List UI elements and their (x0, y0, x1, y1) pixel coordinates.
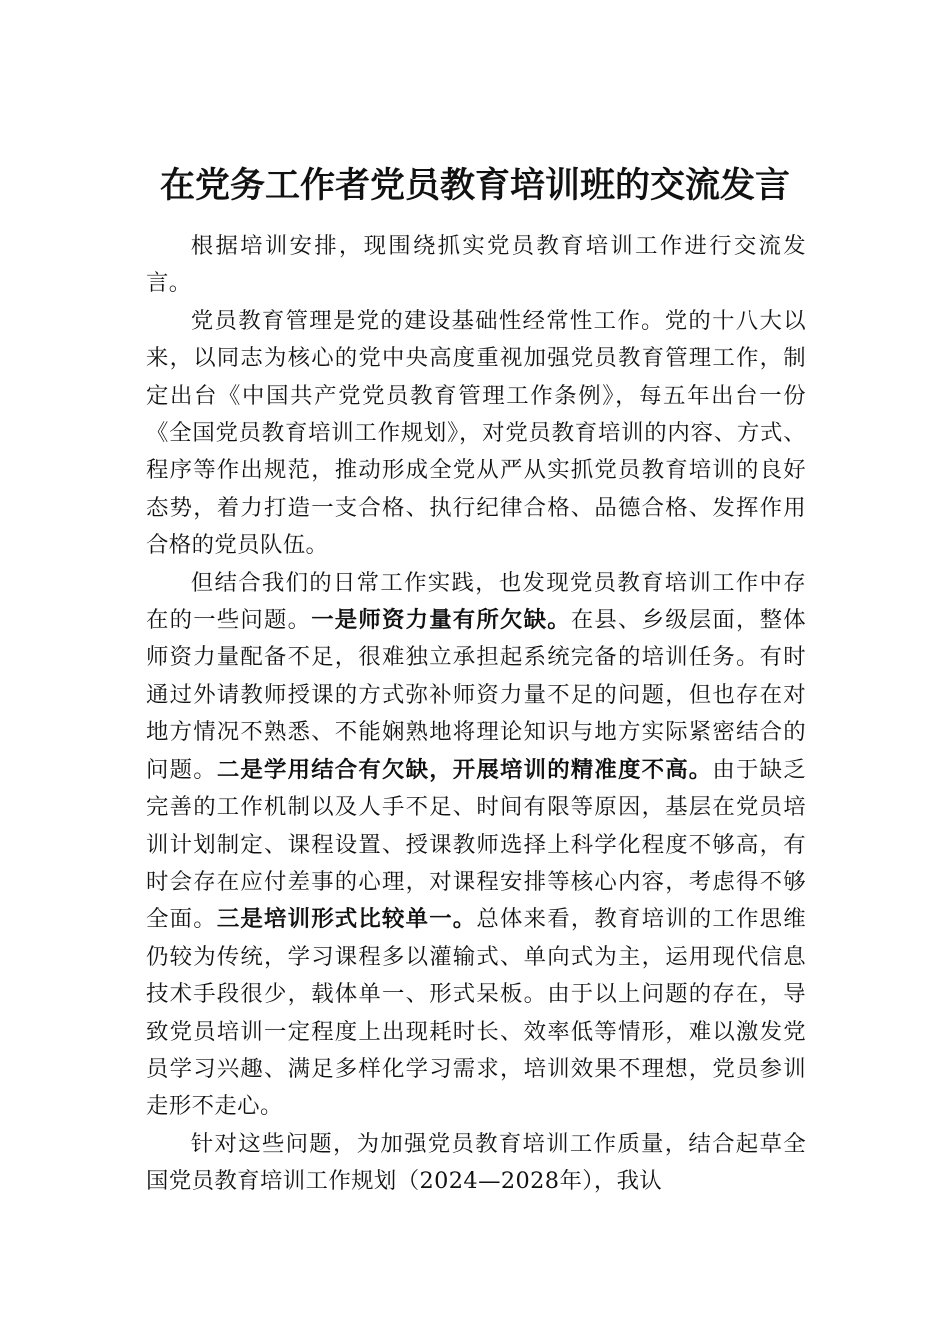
document-title: 在党务工作者党员教育培训班的交流发言 (159, 165, 790, 206)
point-three-text: 总体来看，教育培训的工作思维仍较为传统，学习课程多以灌输式、单向式为主，运用现代信息技术手段很少，载体单一、形式呆板。由于以上问题的存在，导致党员培训一定程度上出现耗时长、效率低等情形，难以激发党员学习兴趣、满足多样化学习需求，培训效果不理想，党员参训走形不走心。 (146, 906, 807, 1120)
point-two-heading: 二是学用结合有欠缺，开展培训的精准度不高。 (216, 756, 713, 783)
paragraph-3-text: 但结合我们的日常工作实践，也发现党员教育培训工作中存在的一些问题。 (146, 569, 806, 634)
document-body (146, 228, 806, 1201)
paragraph-1: 根据培训安排，现围绕抓实党员教育培训工作进行交流发言。 (146, 233, 806, 297)
point-one-heading: 一是师资力量有所欠缺。 (311, 607, 571, 634)
point-three-heading: 三是培训形式比较单一。 (216, 906, 477, 933)
paragraph-3 (146, 565, 806, 1126)
paragraph-2: 党员教育管理是党的建设基础性经常性工作。党的十八大以来，以同志为核心的党中央高度重视加强党员教育管理工作，制定出台《中国共产党党员教育管理工作条例》，每五年出台一份《全国党员教育培训工作规划》，对党员教育培训的内容、方式、程序等作出规范，推动形成全党从严从实抓党员教育培训的良好态势，着力打造一支合格、执行纪律合格、品德合格、发挥作用合格的党员队伍。 (146, 307, 806, 559)
point-two-text: 由于缺乏完善的工作机制以及人手不足、时间有限等原因，基层在党员培训计划制定、课程设置、授课教师选择上科学化程度不够高，有时会存在应付差事的心理，对课程安排等核心内容，考虑得不够全面。 (146, 756, 806, 933)
paragraph-4: 针对这些问题，为加强党员教育培训工作质量，结合起草全国党员教育培训工作规划（2024—2028年），我认 (146, 1130, 806, 1195)
point-one-text: 在县、乡级层面，整体师资力量配备不足，很难独立承担起系统完备的培训任务。有时通过外请教师授课的方式弥补师资力量不足的问题，但也存在对地方情况不熟悉、不能娴熟地将理论知识与地方实际紧密结合的问题。 (146, 607, 806, 783)
